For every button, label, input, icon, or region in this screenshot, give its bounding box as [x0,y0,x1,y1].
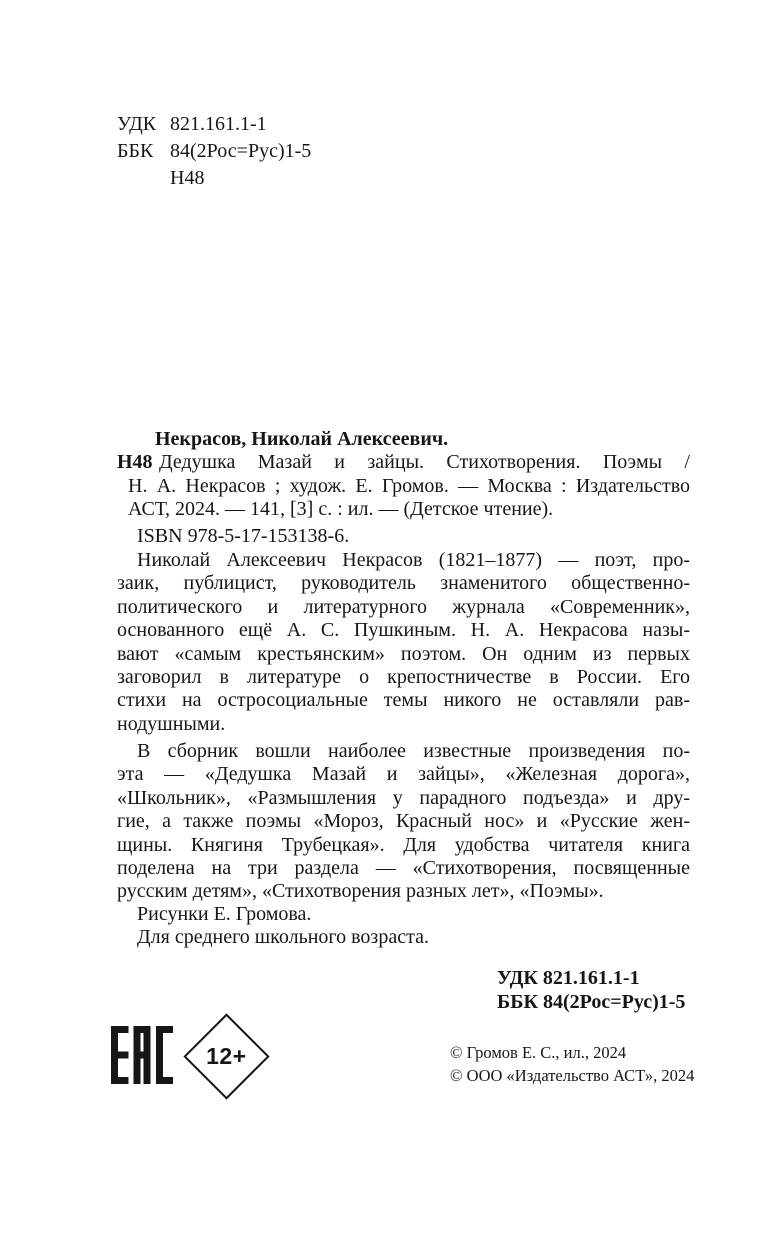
copyright-block [450,1041,694,1087]
isbn-line: ISBN 978-5-17-153138-6. [137,524,350,547]
bottom-udk: УДК 821.161.1-1 [497,967,640,989]
text-line: нодушными. [117,712,226,735]
bottom-classification-codes [497,966,685,1014]
udk-row [117,111,311,138]
text-line: вают «самым крестьянским» поэтом. Он одним из первых [117,642,690,665]
catalog-entry [117,451,690,521]
text-line: Николай Алексеевич Некрасов (1821–1877) — поэт, про- [137,549,690,571]
udk-label: УДК [117,113,157,135]
age-rating-text: 12+ [206,1042,247,1069]
bbk-value: 84(2Рос=Рус)1-5 [170,140,312,162]
annotation-paragraph-contents [117,740,690,904]
bbk-label: ББК [117,140,154,162]
text-line: Дедушка Мазай и зайцы. Стихотворения. Поэмы / [159,451,690,474]
bibliographic-description [117,428,690,548]
author-sign-value: Н48 [170,167,205,189]
catalog-entry-lines [117,451,690,521]
text-line: заик, публицист, руководитель знаменитого общественно- [117,572,690,595]
text-line: русским детям», «Стихотворения разных лет», «Поэмы». [117,880,604,903]
text-line: Н. А. Некрасов ; худож. Е. Громов. — Москва : Издательство [128,474,690,497]
eac-conformity-icon [111,1026,173,1084]
age-rating-badge [183,1013,269,1099]
bbk-row [117,138,311,165]
text-line: политического и литературного журнала «Современник», [117,595,690,618]
text-line: заговорил в литературе о крепостничестве в России. Его [117,666,690,689]
text-line: АСТ, 2024. — 141, [3] с. : ил. — (Детское чтение). [128,498,554,521]
text-line: эта — «Дедушка Мазай и зайцы», «Железная дорога», [117,763,690,786]
text-line: В сборник вошли наиболее известные произведения по- [137,740,690,762]
text-line: «Школьник», «Размышления у парадного подъезда» и дру- [117,786,690,809]
top-classification-codes [117,111,311,192]
udk-value: 821.161.1-1 [170,113,267,135]
author-heading: Некрасов, Николай Алексеевич. [155,428,449,450]
target-audience-note: Для среднего школьного возраста. [137,926,429,948]
author-sign-row [117,165,311,192]
text-line: щины. Княгиня Трубецкая». Для удобства читателя книга [117,833,690,856]
text-line: гие, а также поэмы «Мороз, Красный нос» и «Русские жен- [117,810,690,833]
text-line: © Громов Е. С., ил., 2024 [450,1043,627,1062]
text-line: основанного ещё А. С. Пушкиным. Н. А. Некрасова назы- [117,619,690,642]
annotation-paragraph-biography [117,549,690,736]
text-line: стихи на остросоциальные темы никого не оставляли рав- [117,689,690,712]
text-line: © ООО «Издательство АСТ», 2024 [450,1066,695,1085]
illustrator-credit: Рисунки Е. Громова. [137,903,312,925]
catalog-code: Н48 [117,451,153,474]
text-line: поделена на три раздела — «Стихотворения, посвященные [117,857,690,880]
bottom-bbk: ББК 84(2Рос=Рус)1-5 [497,991,686,1013]
